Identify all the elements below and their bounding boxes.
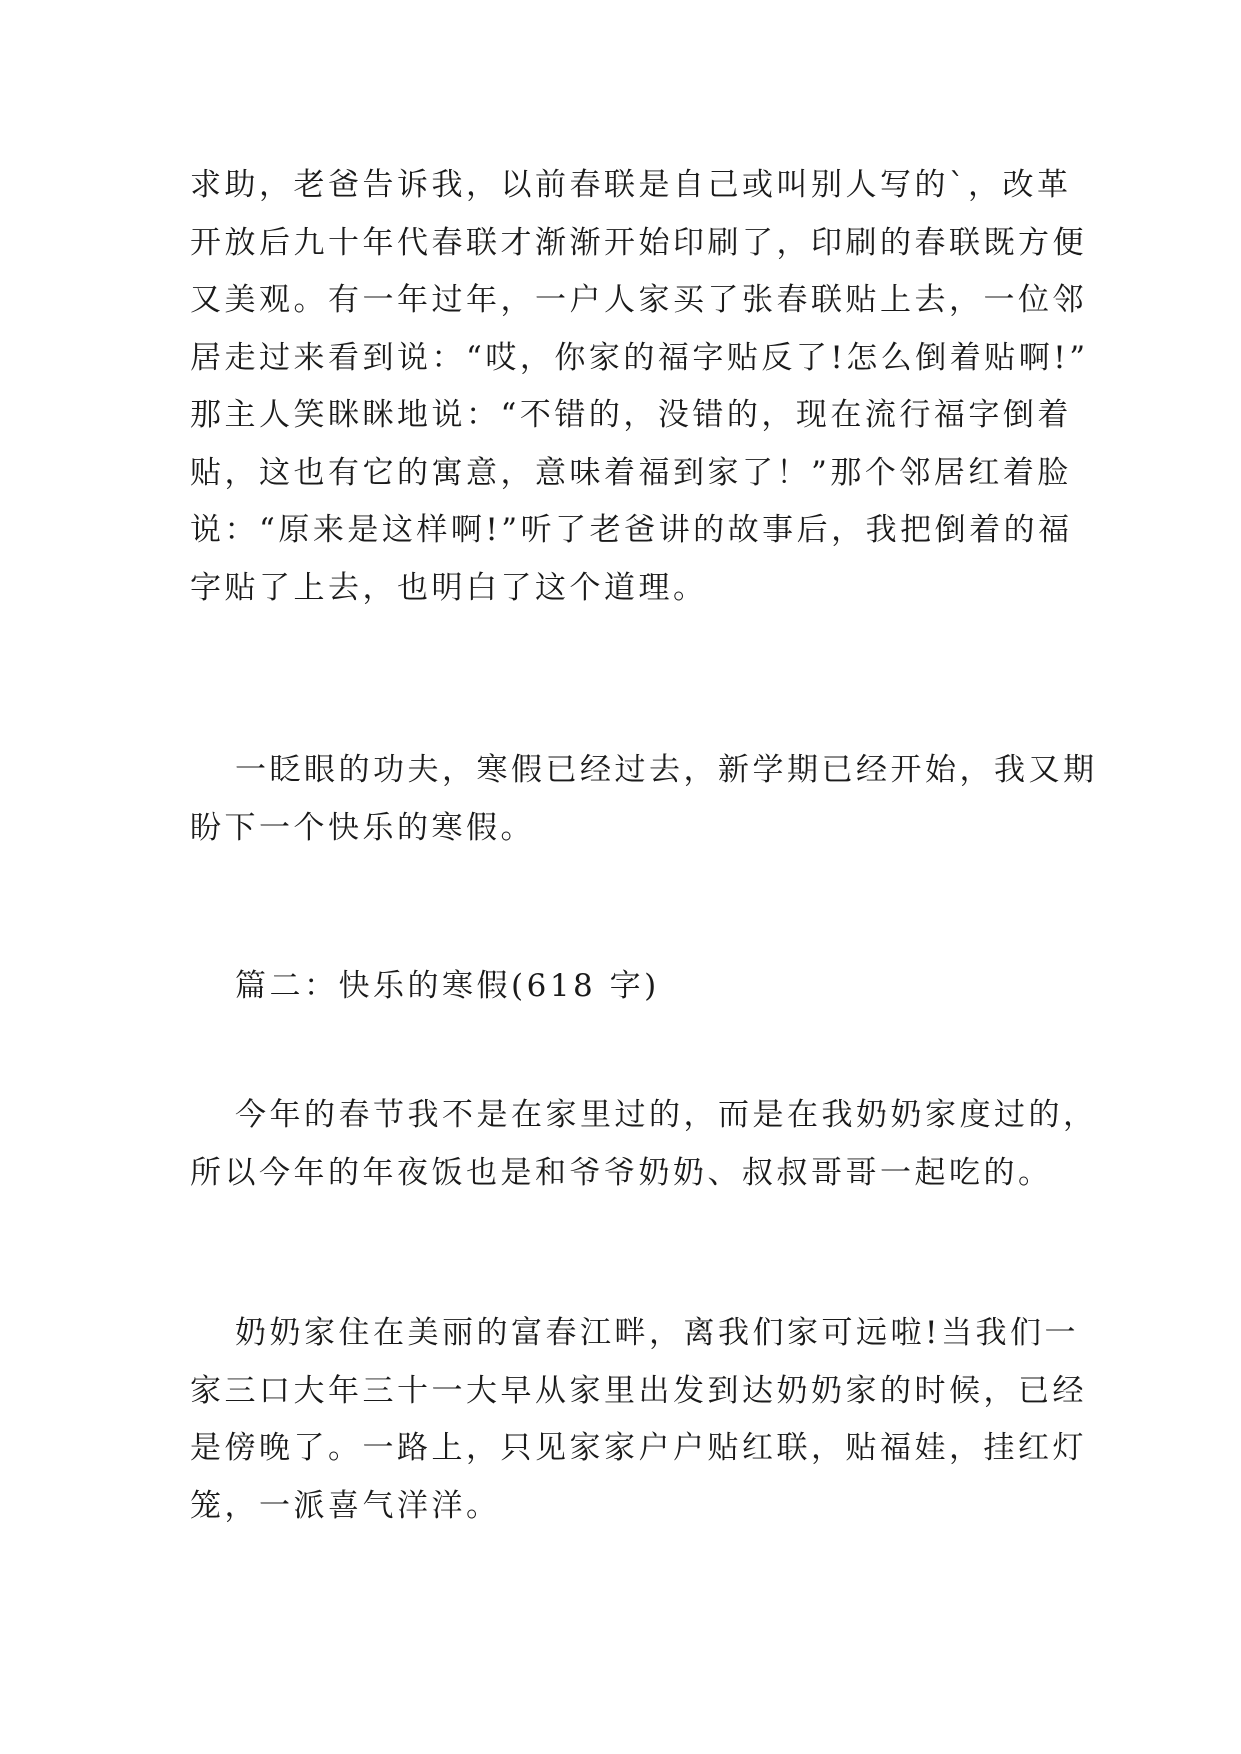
- text-line: 一眨眼的功夫，寒假已经过去，新学期已经开始，我又期: [235, 752, 1098, 788]
- text-line: 家三口大年三十一大早从家里出发到达奶奶家的时候，已经: [190, 1372, 1087, 1409]
- text-line: 笼，一派喜气洋洋。: [190, 1487, 501, 1524]
- section-heading: [190, 958, 1050, 1016]
- text-line: 居走过来看到说：“哎，你家的福字贴反了!怎么倒着贴啊!”: [190, 339, 1089, 376]
- section-title: 篇二：快乐的寒假(618 字): [235, 968, 660, 1004]
- text-line: 求助，老爸告诉我，以前春联是自己或叫别人写的`，改革: [190, 167, 1072, 203]
- text-line: 贴，这也有它的寓意，意味着福到家了！”那个邻居红着脸: [190, 454, 1072, 491]
- text-line: 今年的春节我不是在家里过的，而是在我奶奶家度过的，: [235, 1097, 1098, 1133]
- paragraph-holiday-ends: [190, 742, 1098, 857]
- paragraph-couplet-story: [190, 157, 1089, 617]
- text-line: 所以今年的年夜饭也是和爷爷奶奶、叔叔哥哥一起吃的。: [190, 1154, 1053, 1191]
- text-line: 又美观。有一年过年，一户人家买了张春联贴上去，一位邻: [190, 282, 1087, 318]
- text-line: 是傍晚了。一路上，只见家家户户贴红联，贴福娃，挂红灯: [190, 1430, 1087, 1466]
- text-line: 开放后九十年代春联才渐渐开始印刷了，印刷的春联既方便: [190, 224, 1087, 261]
- paragraph-spring-festival: [190, 1087, 1098, 1202]
- text-line: 字贴了上去，也明白了这个道理。: [190, 569, 708, 606]
- paragraph-grandma-home: [190, 1305, 1087, 1535]
- text-line: 那主人笑眯眯地说：“不错的，没错的，现在流行福字倒着: [190, 397, 1072, 433]
- text-line: 奶奶家住在美丽的富春江畔，离我们家可远啦!当我们一: [235, 1315, 1079, 1351]
- text-line: 说：“原来是这样啊!”听了老爸讲的故事后，我把倒着的福: [190, 512, 1073, 548]
- text-line: 盼下一个快乐的寒假。: [190, 809, 535, 846]
